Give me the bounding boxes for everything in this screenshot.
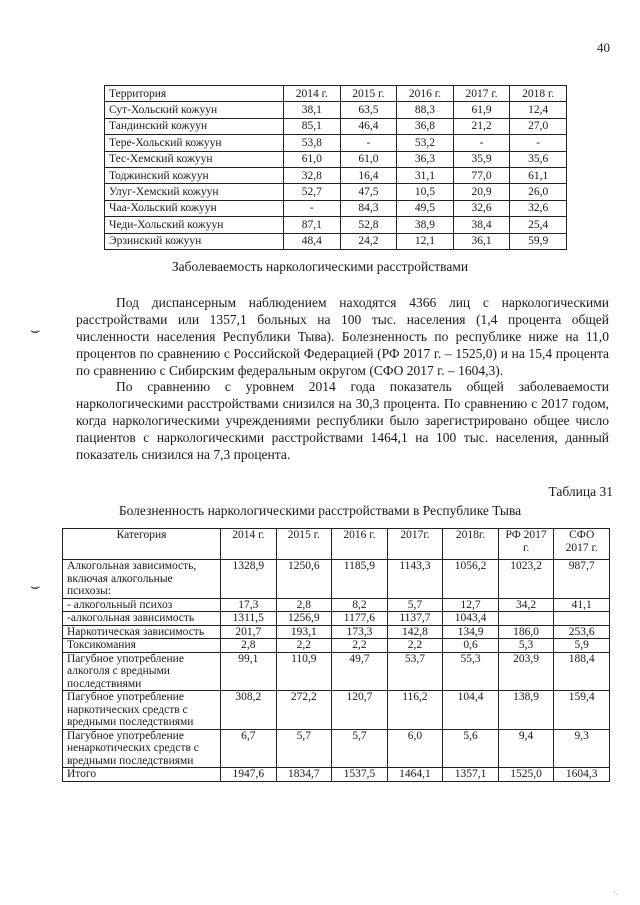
- table-row: [63, 768, 610, 782]
- value-cell: 63,5: [340, 102, 397, 118]
- value-cell: 188,4: [554, 652, 610, 691]
- value-cell: 0,6: [443, 639, 499, 653]
- value-cell: 120,7: [332, 691, 388, 730]
- value-cell: 1525,0: [498, 768, 554, 782]
- row-label-cell: Чаа-Хольский кожуун: [105, 200, 284, 216]
- value-cell: 2,8: [221, 639, 277, 653]
- column-header: 2016 г.: [332, 529, 388, 560]
- value-cell: 134,9: [443, 625, 499, 639]
- table-header-row: [105, 86, 567, 102]
- row-label-cell: -алкогольная зависимость: [63, 612, 221, 626]
- value-cell: 5,7: [387, 598, 443, 612]
- value-cell: 59,9: [510, 233, 567, 249]
- value-cell: 61,0: [284, 151, 341, 167]
- column-header: 2015 г.: [340, 86, 397, 102]
- value-cell: 36,1: [453, 233, 510, 249]
- column-header-category: Категория: [63, 529, 221, 560]
- table-row: [105, 200, 567, 216]
- value-cell: 52,7: [284, 184, 341, 200]
- value-cell: 16,4: [340, 167, 397, 183]
- value-cell: 253,6: [554, 625, 610, 639]
- value-cell: 46,4: [340, 118, 397, 134]
- row-label-cell: Пагубное употребление ненаркотических средств с вредными последствиями: [63, 729, 221, 768]
- value-cell: 5,7: [276, 729, 332, 768]
- row-label-cell: Тес-Хемский кожуун: [105, 151, 284, 167]
- value-cell: 1143,3: [387, 560, 443, 599]
- territory-table: [104, 85, 567, 250]
- value-cell: [554, 612, 610, 626]
- value-cell: 5,3: [498, 639, 554, 653]
- value-cell: 116,2: [387, 691, 443, 730]
- column-header: 2018 г.: [510, 86, 567, 102]
- column-header: 2017г.: [387, 529, 443, 560]
- value-cell: 2,2: [276, 639, 332, 653]
- column-header: 2015 г.: [276, 529, 332, 560]
- scan-mark: ·.: [613, 888, 618, 897]
- margin-mark: ⌣: [30, 578, 41, 595]
- row-label-cell: Сут-Хольский кожуун: [105, 102, 284, 118]
- value-cell: 32,6: [453, 200, 510, 216]
- value-cell: 26,0: [510, 184, 567, 200]
- value-cell: 201,7: [221, 625, 277, 639]
- value-cell: 88,3: [397, 102, 454, 118]
- value-cell: 61,0: [340, 151, 397, 167]
- value-cell: 5,9: [554, 639, 610, 653]
- table-row: [63, 639, 610, 653]
- table-row: [105, 184, 567, 200]
- table-row: [105, 233, 567, 249]
- value-cell: 1464,1: [387, 768, 443, 782]
- row-label-cell: Тере-Хольский кожуун: [105, 135, 284, 151]
- column-header: 2017 г.: [453, 86, 510, 102]
- value-cell: 52,8: [340, 217, 397, 233]
- table-row: [105, 118, 567, 134]
- value-cell: 193,1: [276, 625, 332, 639]
- value-cell: 35,9: [453, 151, 510, 167]
- value-cell: -: [510, 135, 567, 151]
- value-cell: 61,1: [510, 167, 567, 183]
- column-header: СФО 2017 г.: [554, 529, 610, 560]
- value-cell: 12,4: [510, 102, 567, 118]
- paragraph-dispensary: Под диспансерным наблюдением находятся 4366 лиц с наркологическими расстройствами или 1357,1 больных на 100 тыс. населения (1,4 процента общей численности населения Республики Тыва). Болезненность по республике ниже на 11,0 процентов по сравнению с Российской Федерацией (РФ 2017 г. – 1525,0) и на 15,4 процента по сравнению с Сибирским федеральным округом (СФО 2017 г. – 1604,3).: [76, 295, 609, 378]
- row-label-cell: Итого: [63, 768, 221, 782]
- value-cell: 35,6: [510, 151, 567, 167]
- value-cell: 32,6: [510, 200, 567, 216]
- value-cell: 142,8: [387, 625, 443, 639]
- value-cell: 138,9: [498, 691, 554, 730]
- row-label-cell: Пагубное употребление алкоголя с вредными последствиями: [63, 652, 221, 691]
- value-cell: 1177,6: [332, 612, 388, 626]
- value-cell: 85,1: [284, 118, 341, 134]
- value-cell: 1137,7: [387, 612, 443, 626]
- value-cell: 1947,6: [221, 768, 277, 782]
- value-cell: 49,5: [397, 200, 454, 216]
- table-row: [63, 625, 610, 639]
- table-row: [63, 612, 610, 626]
- value-cell: 6,0: [387, 729, 443, 768]
- value-cell: 38,1: [284, 102, 341, 118]
- value-cell: 1328,9: [221, 560, 277, 599]
- value-cell: 272,2: [276, 691, 332, 730]
- value-cell: 49,7: [332, 652, 388, 691]
- value-cell: 53,2: [397, 135, 454, 151]
- table-caption: Болезненность наркологическими расстройствами в Республике Тыва: [118, 503, 522, 518]
- value-cell: 9,4: [498, 729, 554, 768]
- value-cell: 38,4: [453, 217, 510, 233]
- value-cell: 1023,2: [498, 560, 554, 599]
- section-heading: Заболеваемость наркологическими расстройствами: [171, 259, 469, 274]
- row-label-cell: Чеди-Хольский кожуун: [105, 217, 284, 233]
- column-header: 2014 г.: [284, 86, 341, 102]
- value-cell: 159,4: [554, 691, 610, 730]
- row-label-cell: Эрзинский кожуун: [105, 233, 284, 249]
- value-cell: 17,3: [221, 598, 277, 612]
- value-cell: 27,0: [510, 118, 567, 134]
- page-number: 40: [597, 40, 610, 55]
- column-header-territory: Территория: [105, 86, 284, 102]
- value-cell: -: [340, 135, 397, 151]
- table-row: [63, 729, 610, 768]
- value-cell: 61,9: [453, 102, 510, 118]
- value-cell: 1043,4: [443, 612, 499, 626]
- value-cell: 203,9: [498, 652, 554, 691]
- value-cell: 10,5: [397, 184, 454, 200]
- value-cell: 8,2: [332, 598, 388, 612]
- value-cell: 55,3: [443, 652, 499, 691]
- value-cell: 6,7: [221, 729, 277, 768]
- table-row: [105, 217, 567, 233]
- value-cell: 1185,9: [332, 560, 388, 599]
- row-label-cell: Токсикомания: [63, 639, 221, 653]
- row-label-cell: Тоджинский кожуун: [105, 167, 284, 183]
- paragraph-comparison: По сравнению с уровнем 2014 года показатель общей заболеваемости наркологическими расстройствами снизился на 30,3 процента. По сравнению с 2017 годом, когда наркологическими учреждениями республики было зарегистрировано общее число пациентов с наркологическими расстройствами 1464,1 на 100 тыс. населения, данный показатель снизился на 7,3 процента.: [76, 379, 609, 462]
- value-cell: 104,4: [443, 691, 499, 730]
- row-label-cell: Тандинский кожуун: [105, 118, 284, 134]
- value-cell: 41,1: [554, 598, 610, 612]
- value-cell: 31,1: [397, 167, 454, 183]
- row-label-cell: - алкогольный психоз: [63, 598, 221, 612]
- value-cell: 5,7: [332, 729, 388, 768]
- value-cell: 9,3: [554, 729, 610, 768]
- value-cell: 2,2: [332, 639, 388, 653]
- value-cell: 53,8: [284, 135, 341, 151]
- value-cell: 34,2: [498, 598, 554, 612]
- column-header: 2018г.: [443, 529, 499, 560]
- value-cell: 1256,9: [276, 612, 332, 626]
- value-cell: -: [453, 135, 510, 151]
- table-header-row: [63, 529, 610, 560]
- table-row: [105, 135, 567, 151]
- column-header: 2014 г.: [221, 529, 277, 560]
- value-cell: 173,3: [332, 625, 388, 639]
- value-cell: 21,2: [453, 118, 510, 134]
- prevalence-table: [62, 528, 610, 782]
- value-cell: 308,2: [221, 691, 277, 730]
- value-cell: 12,1: [397, 233, 454, 249]
- value-cell: 186,0: [498, 625, 554, 639]
- value-cell: 36,3: [397, 151, 454, 167]
- value-cell: 24,2: [340, 233, 397, 249]
- table-row: [105, 151, 567, 167]
- value-cell: 1537,5: [332, 768, 388, 782]
- row-label-cell: Улуг-Хемский кожуун: [105, 184, 284, 200]
- value-cell: 77,0: [453, 167, 510, 183]
- value-cell: 1250,6: [276, 560, 332, 599]
- value-cell: 1357,1: [443, 768, 499, 782]
- table-row: [63, 560, 610, 599]
- value-cell: 84,3: [340, 200, 397, 216]
- value-cell: 87,1: [284, 217, 341, 233]
- table-row: [105, 102, 567, 118]
- value-cell: 99,1: [221, 652, 277, 691]
- row-label-cell: Алкогольная зависимость, включая алкогольные психозы:: [63, 560, 221, 599]
- value-cell: 48,4: [284, 233, 341, 249]
- value-cell: 47,5: [340, 184, 397, 200]
- value-cell: 25,4: [510, 217, 567, 233]
- table-row: [105, 167, 567, 183]
- margin-mark: ⌣: [30, 322, 41, 339]
- row-label-cell: Наркотическая зависимость: [63, 625, 221, 639]
- table-number: Таблица 31: [548, 484, 613, 499]
- value-cell: 32,8: [284, 167, 341, 183]
- value-cell: 987,7: [554, 560, 610, 599]
- value-cell: 53,7: [387, 652, 443, 691]
- value-cell: 1834,7: [276, 768, 332, 782]
- value-cell: 20,9: [453, 184, 510, 200]
- value-cell: 38,9: [397, 217, 454, 233]
- table-row: [63, 598, 610, 612]
- value-cell: 110,9: [276, 652, 332, 691]
- value-cell: 1311,5: [221, 612, 277, 626]
- table-row: [63, 652, 610, 691]
- value-cell: 12,7: [443, 598, 499, 612]
- column-header: РФ 2017 г.: [498, 529, 554, 560]
- value-cell: 2,2: [387, 639, 443, 653]
- value-cell: 2,8: [276, 598, 332, 612]
- table-row: [63, 691, 610, 730]
- value-cell: 36,8: [397, 118, 454, 134]
- column-header: 2016 г.: [397, 86, 454, 102]
- value-cell: 1056,2: [443, 560, 499, 599]
- value-cell: [498, 612, 554, 626]
- row-label-cell: Пагубное употребление наркотических средств с вредными последствиями: [63, 691, 221, 730]
- value-cell: 1604,3: [554, 768, 610, 782]
- value-cell: -: [284, 200, 341, 216]
- value-cell: 5,6: [443, 729, 499, 768]
